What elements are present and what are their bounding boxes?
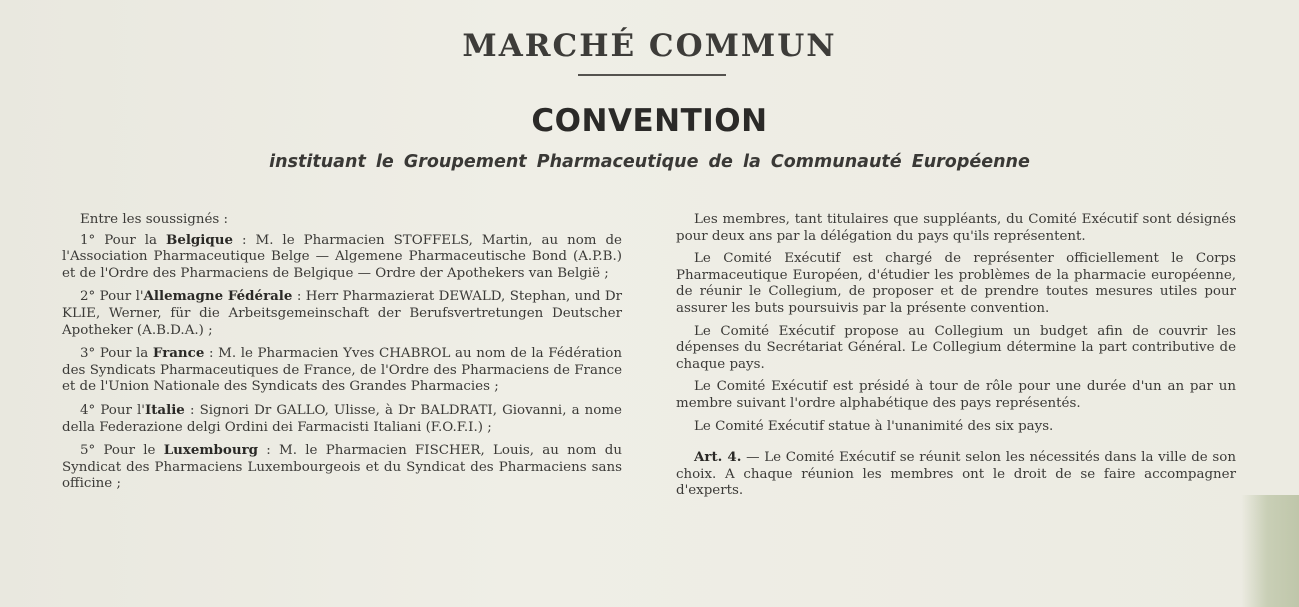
paragraph-unanimity: Le Comité Exécutif statue à l'unanimité des six pays. (694, 418, 1054, 434)
party-item-france (62, 345, 622, 396)
header-rule (578, 74, 726, 76)
party-item-belgique (62, 232, 622, 283)
article-text: — Le Comité Exécutif se réunit selon les nécessités dans la ville de son choix. A chaque réunion les membres ont le droit de se faire accompagner d'experts. (676, 450, 1236, 499)
party-country: Luxembourg (163, 442, 259, 459)
page-subtitle: instituant le Groupement Pharmaceutique de la Communauté Européenne (269, 152, 1030, 172)
right-column (676, 212, 1236, 506)
party-number: 3° (80, 346, 96, 362)
party-item-italie (62, 402, 622, 436)
party-item-allemagne (62, 288, 622, 339)
party-number: 4° (80, 402, 96, 418)
party-country: Italie (144, 401, 185, 418)
party-number: 1° (80, 232, 96, 248)
party-prefix: Pour la (104, 232, 158, 248)
party-prefix: Pour la (99, 346, 149, 362)
party-text: : M. le Pharmacien Yves CHABROL au nom de la Fédération des Syndicats Pharmaceutiques de France, de l'Ordre des Pharmaciens de France et de l'Union Nationale des Syndicats des Grandes Pharmacies ; (62, 346, 622, 395)
party-prefix: Pour l' (100, 402, 145, 418)
party-country: Allemagne Fédérale (143, 288, 293, 305)
party-prefix: Pour l' (99, 289, 144, 305)
intro-line: Entre les soussignés : (80, 212, 229, 227)
left-column (62, 212, 622, 499)
article-4 (676, 449, 1236, 500)
paragraph-budget: Le Comité Exécutif propose au Collegium un budget afin de couvrir les dépenses du Secrétariat Général. Le Collegium détermine la part contributive de chaque pays. (676, 323, 1236, 372)
paper-stain (1241, 495, 1299, 607)
party-country: France (152, 345, 205, 362)
party-number: 5° (80, 443, 96, 459)
party-prefix: Pour le (103, 443, 156, 459)
party-number: 2° (80, 289, 96, 305)
party-item-luxembourg (62, 442, 622, 493)
party-text: : M. le Pharmacien FISCHER, Louis, au nom du Syndicat des Pharmaciens Luxembourgeois et du Syndicat des Pharmaciens sans officine ; (62, 443, 622, 492)
article-label: Art. 4. (694, 449, 742, 466)
party-text: : Signori Dr GALLO, Ulisse, à Dr BALDRATI, Giovanni, a nome della Federazione delgi Ordini dei Farmacisti Italiani (F.O.F.I.) ; (62, 402, 622, 435)
masthead: MARCHÉ COMMUN (462, 28, 837, 64)
party-text: : Herr Pharmazierat DEWALD, Stephan, und Dr KLIE, Werner, für die Arbeitsgemeinschaft der Berufsvertretungen Deutscher Apotheker (A.B.D.A.) ; (62, 289, 622, 338)
paragraph-members: Les membres, tant titulaires que suppléants, du Comité Exécutif sont désignés pour deux ans par la délégation du pays qu'ils représentent. (676, 212, 1236, 244)
paragraph-mission: Le Comité Exécutif est chargé de représenter officiellement le Corps Pharmaceutique Européen, d'étudier les problèmes de la pharmacie européenne, de réunir le Collegium, de proposer et de prendre toutes mesures utiles pour assurer les buts poursuivis par la présente convention. (676, 251, 1236, 316)
party-text: : M. le Pharmacien STOFFELS, Martin, au nom de l'Association Pharmaceutique Belge — Algemene Pharmaceutische Bond (A.P.B.) et de l'Ordre des Pharmaciens de Belgique — Ordre der Apothekers van België ; (62, 232, 622, 281)
paragraph-presidency: Le Comité Exécutif est présidé à tour de rôle pour une durée d'un an par un membre suivant l'ordre alphabétique des pays représentés. (676, 379, 1236, 411)
party-country: Belgique (166, 231, 233, 248)
page-title: CONVENTION (531, 103, 768, 139)
